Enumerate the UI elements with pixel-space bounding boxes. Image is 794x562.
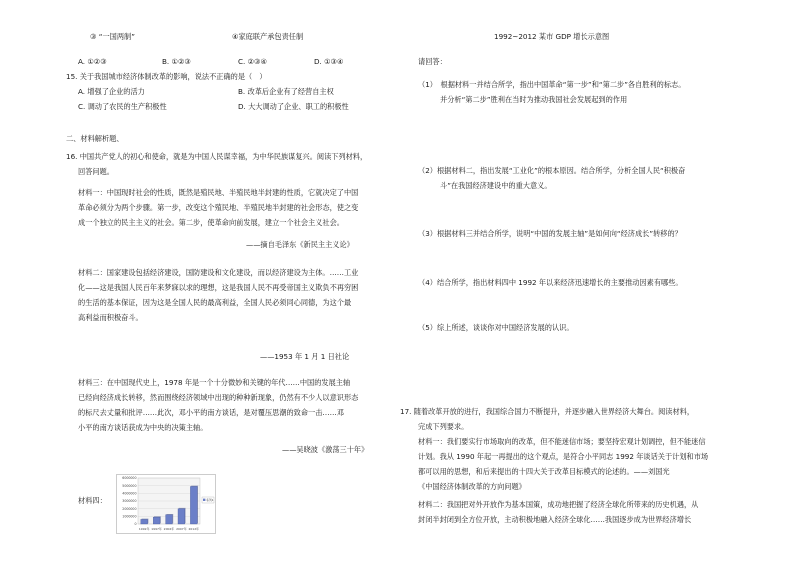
legend-swatch — [203, 499, 205, 501]
q17-m1-line3: 都可以用的思想，和后来提出的十四大关于改革目标模式的论述的。——刘国光 — [418, 467, 670, 476]
sub-q1-line1: （1） 根据材料一并结合所学，指出中国革命“第一步”和“第二步”各自胜利的标志。 — [418, 80, 686, 89]
x-tick-label: 2012年 — [188, 527, 200, 531]
m2-line2: 化——这是我国人民百年来梦寐以求的理想，这是我国人民不再受帝国主义欺负不再穷困 — [78, 283, 359, 292]
q17-m1-line1: 材料一：我们要实行市场取向的改革，但不能迷信市场；要坚持宏观计划调控，但不能迷信 — [418, 437, 706, 446]
y-tick-label: 6000000 — [122, 476, 137, 481]
q15-stem: 15. 关于我国城市经济体制改革的影响，说法不正确的是（ ） — [66, 72, 267, 81]
q17-line2: 完成下列要求。 — [418, 422, 469, 431]
m3-line1: 材料三：在中国现代史上，1978 年是一个十分微妙和关键的年代……中国的发展主轴 — [78, 378, 351, 387]
choice-a: A. ①②③ — [78, 57, 107, 66]
bar — [178, 509, 185, 524]
q17-line1: 17. 随着改革开放的进行，我国综合国力不断提升，并逐步融入世界经济大舞台。阅读材料， — [400, 407, 695, 416]
q16-stem-line1: 16. 中国共产党人的初心和使命，就是为中国人民谋幸福，为中华民族谋复兴。阅读下列材料， — [66, 152, 368, 161]
bar — [190, 486, 197, 524]
m3-source: ——吴晓波《激荡三十年》 — [282, 445, 369, 454]
x-tick-label: 2007年 — [176, 527, 187, 531]
option-3: ③ “一国两制” — [90, 32, 135, 41]
m1-line3: 成一个独立的民主主义的社会。第二步，使革命向前发展，建立一个社会主义社会。 — [78, 218, 344, 227]
questions-intro: 请回答： — [418, 57, 447, 66]
q16-stem-line2: 回答问题。 — [78, 167, 114, 176]
q15-option-a: A. 增强了企业的活力 — [78, 87, 145, 96]
m2-line3: 的生活的基本保证，因为这是全国人民的最高利益，全国人民必须同心同德，为这个最 — [78, 298, 352, 307]
m2-line1: 材料二：国家建设包括经济建设，国防建设和文化建设，而以经济建设为主体。……工业 — [78, 268, 359, 277]
y-tick-label: 4000000 — [122, 491, 137, 496]
sub-q3: （3）根据材料三并结合所学，说明“中国的发展主轴”是如何向“经济成长”转移的？ — [418, 229, 682, 238]
choice-d: D. ①③④ — [314, 57, 344, 66]
chart-title: 1992~2012 某市 GDP 增长示意图 — [494, 32, 610, 41]
choice-c: C. ②③④ — [238, 57, 267, 66]
legend-label: 系列1 — [206, 498, 214, 502]
y-tick-label: 5000000 — [122, 483, 137, 488]
q15-option-b: B. 改革后企业有了经营自主权 — [238, 87, 334, 96]
q15-option-d: D. 大大调动了企业、职工的积极性 — [238, 102, 349, 111]
bar — [166, 515, 173, 524]
m1-line1: 材料一：中国现时社会的性质，既然是殖民地、半殖民地半封建的性质，它就决定了中国 — [78, 188, 359, 197]
y-tick-label: 3000000 — [122, 499, 137, 504]
m2-line4: 高利益而积极奋斗。 — [78, 313, 143, 322]
q17-m2-line1: 材料二：我国把对外开放作为基本国策，成功地把握了经济全球化所带来的历史机遇，从 — [418, 500, 699, 509]
choice-b: B. ①②③ — [162, 57, 191, 66]
gdp-chart — [116, 474, 216, 534]
x-tick-label: 1997年 — [151, 527, 162, 531]
m1-source: ——摘自毛泽东《新民主主义论》 — [246, 240, 354, 249]
q17-m1-line4: 《中国经济体制改革的方向问题》 — [418, 482, 526, 491]
sub-q4: （4）结合所学，指出材料四中 1992 年以来经济迅速增长的主要推动因素有哪些。 — [418, 278, 683, 287]
y-tick-label: 1000000 — [122, 514, 137, 519]
m3-line3: 的标尺去丈量和批评……此次，邓小平的南方谈话，是对覆压思潮的致命一击……邓 — [78, 408, 344, 417]
m3-line2: 已经向经济成长转移，然而围绕经济领域中出现的种种新现象，仍然有不少人以意识形态 — [78, 393, 359, 402]
gdp-chart-svg — [116, 474, 216, 534]
sub-q5: （5）综上所述，谈谈你对中国经济发展的认识。 — [418, 323, 574, 332]
q17-m2-line2: 封闭半封闭到全方位开放，主动积极地融入经济全球化……我国逐步成为世界经济增长 — [418, 515, 692, 524]
sub-q2-line1: （2）根据材料二，指出发展“工业化”的根本原因。结合所学，分析全国人民“积极奋 — [418, 166, 686, 175]
m1-line2: 革命必须分为两个步骤。第一步，改变这个殖民地、半殖民地半封建的社会形态，使之变 — [78, 203, 359, 212]
y-tick-label: 2000000 — [122, 506, 137, 511]
q17-m1-line2: 计划。我从 1990 年起一再提出的这个观点，是符合小平同志 1992 年谈话关于计划和市场 — [418, 452, 709, 461]
m3-line4: 小平的南方谈话获成为中央的决策主轴。 — [78, 423, 208, 432]
option-4: ④家庭联产承包责任制 — [232, 32, 304, 41]
m2-source: ——1953 年 1 月 1 日社论 — [260, 352, 350, 361]
bar — [153, 517, 160, 524]
bar — [141, 519, 148, 524]
x-tick-label: 1992年 — [138, 527, 150, 531]
q15-option-c: C. 调动了农民的生产积极性 — [78, 102, 167, 111]
x-tick-label: 2002年 — [163, 527, 175, 531]
sub-q1-line2: 并分析“第二步”胜利在当时为推动我国社会发展起到的作用 — [440, 95, 628, 104]
y-tick-label: 0 — [134, 522, 137, 527]
section-2-heading: 二、材料解析题、 — [66, 134, 124, 143]
sub-q2-line2: 斗”在我国经济建设中的重大意义。 — [440, 181, 552, 190]
m4-label: 材料四： — [78, 496, 107, 505]
